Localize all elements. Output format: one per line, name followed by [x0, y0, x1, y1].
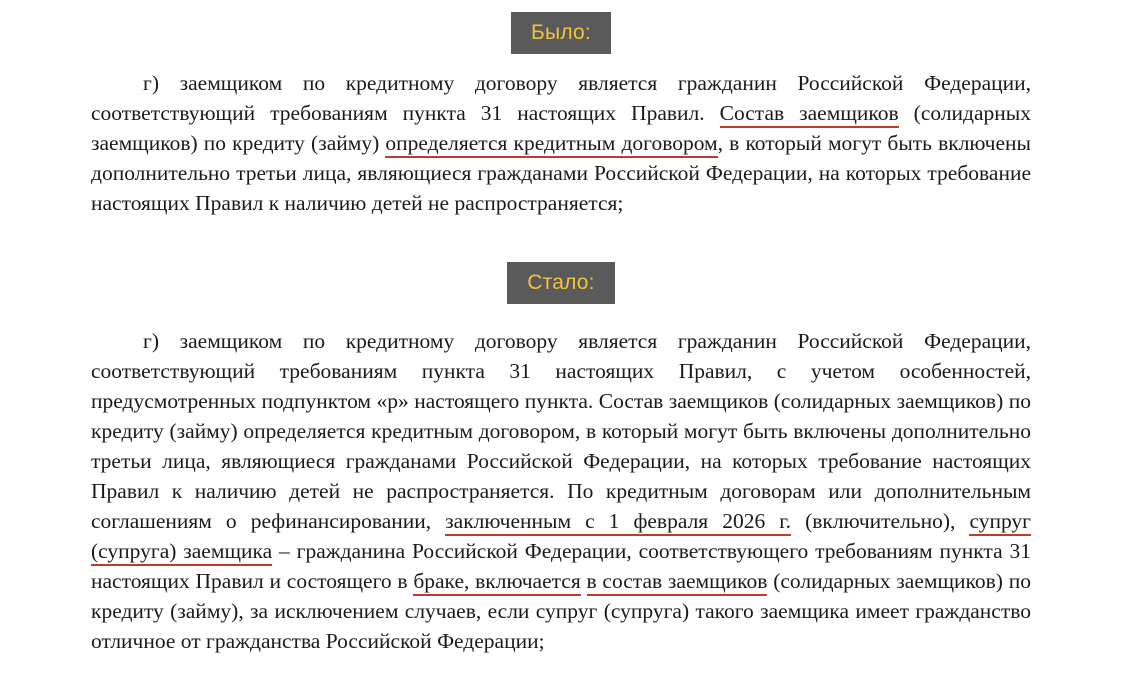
- was-line-2-a: соответствующий требованиям пункта 31 настоящих Правил.: [91, 101, 720, 126]
- section-was-body: [91, 68, 1031, 218]
- badge-became: Стало:: [507, 262, 614, 304]
- became-line-12: Федерации;: [437, 629, 545, 654]
- section-was-badge-row: [0, 12, 1122, 54]
- became-line-11: супруг (супруга) такого заемщика имеет гражданство отличное от гражданства Российской: [91, 599, 1031, 654]
- became-line-7-a: дополнительным соглашениям о рефинансировании,: [91, 479, 1032, 534]
- was-line-3-b: , в который могут быть: [717, 131, 932, 156]
- became-highlight-1: заключенным с 1 февраля 2026 г.: [445, 509, 791, 536]
- became-highlight-4: в состав заемщиков: [587, 569, 768, 596]
- paragraph-became: [91, 326, 1031, 656]
- section-became-badge-row: [0, 262, 1122, 304]
- became-line-1: г) заемщиком по кредитному договору является гражданин Российской Федерации,: [143, 329, 1031, 354]
- spacer-after-became-badge: [0, 304, 1122, 326]
- badge-was: Было:: [511, 12, 611, 54]
- spacer-between-sections: [0, 218, 1122, 262]
- was-line-5: которых требование настоящих Правил к наличию детей не распространяется;: [91, 161, 1032, 216]
- became-highlight-2: супруг (супруга) заемщика: [91, 509, 1031, 566]
- was-line-3-a: заемщиков) по кредиту (займу): [91, 131, 386, 156]
- became-highlight-3: браке, включается: [413, 569, 580, 596]
- became-line-6: требование настоящих Правил к наличию детей не распространяется. По кредитным договорам или: [91, 449, 1031, 504]
- became-line-5: дополнительно третьи лица, являющиеся гражданами Российской Федерации, на которых: [91, 419, 1031, 474]
- became-line-8-a: (включительно),: [805, 509, 970, 534]
- was-line-1: г) заемщиком по кредитному договору является гражданин Российской Федерации,: [143, 71, 1031, 96]
- top-spacer: [0, 0, 1122, 12]
- became-line-2: соответствующий требованиям пункта 31 настоящих Правил, с учетом особенностей,: [91, 359, 1031, 384]
- became-line-3: предусмотренных подпунктом «р» настоящего пункта. Состав заемщиков (солидарных заемщиков): [91, 389, 1004, 414]
- was-highlight-1: Состав заемщиков: [720, 101, 899, 128]
- became-line-9-a: соответствующего требованиям пункта 31 настоящих Правил и состоящего в: [91, 539, 1031, 594]
- was-highlight-2: определяется кредитным договором: [385, 131, 717, 158]
- spacer-after-was-badge: [0, 54, 1122, 68]
- was-line-4: включены дополнительно третьи лица, являющиеся гражданами Российской Федерации, на: [91, 131, 1031, 186]
- paragraph-was: [91, 68, 1031, 218]
- became-line-4: по кредиту (займу) определяется кредитным договором, в который могут быть включены: [91, 389, 1031, 444]
- became-line-10-b: (солидарных заемщиков) по кредиту (займу), за исключением случаев, если: [91, 569, 1031, 624]
- section-became-body: [91, 326, 1031, 656]
- became-line-8-b: – гражданина Российской Федерации,: [272, 539, 632, 564]
- was-line-2-b: (солидарных: [898, 101, 1031, 126]
